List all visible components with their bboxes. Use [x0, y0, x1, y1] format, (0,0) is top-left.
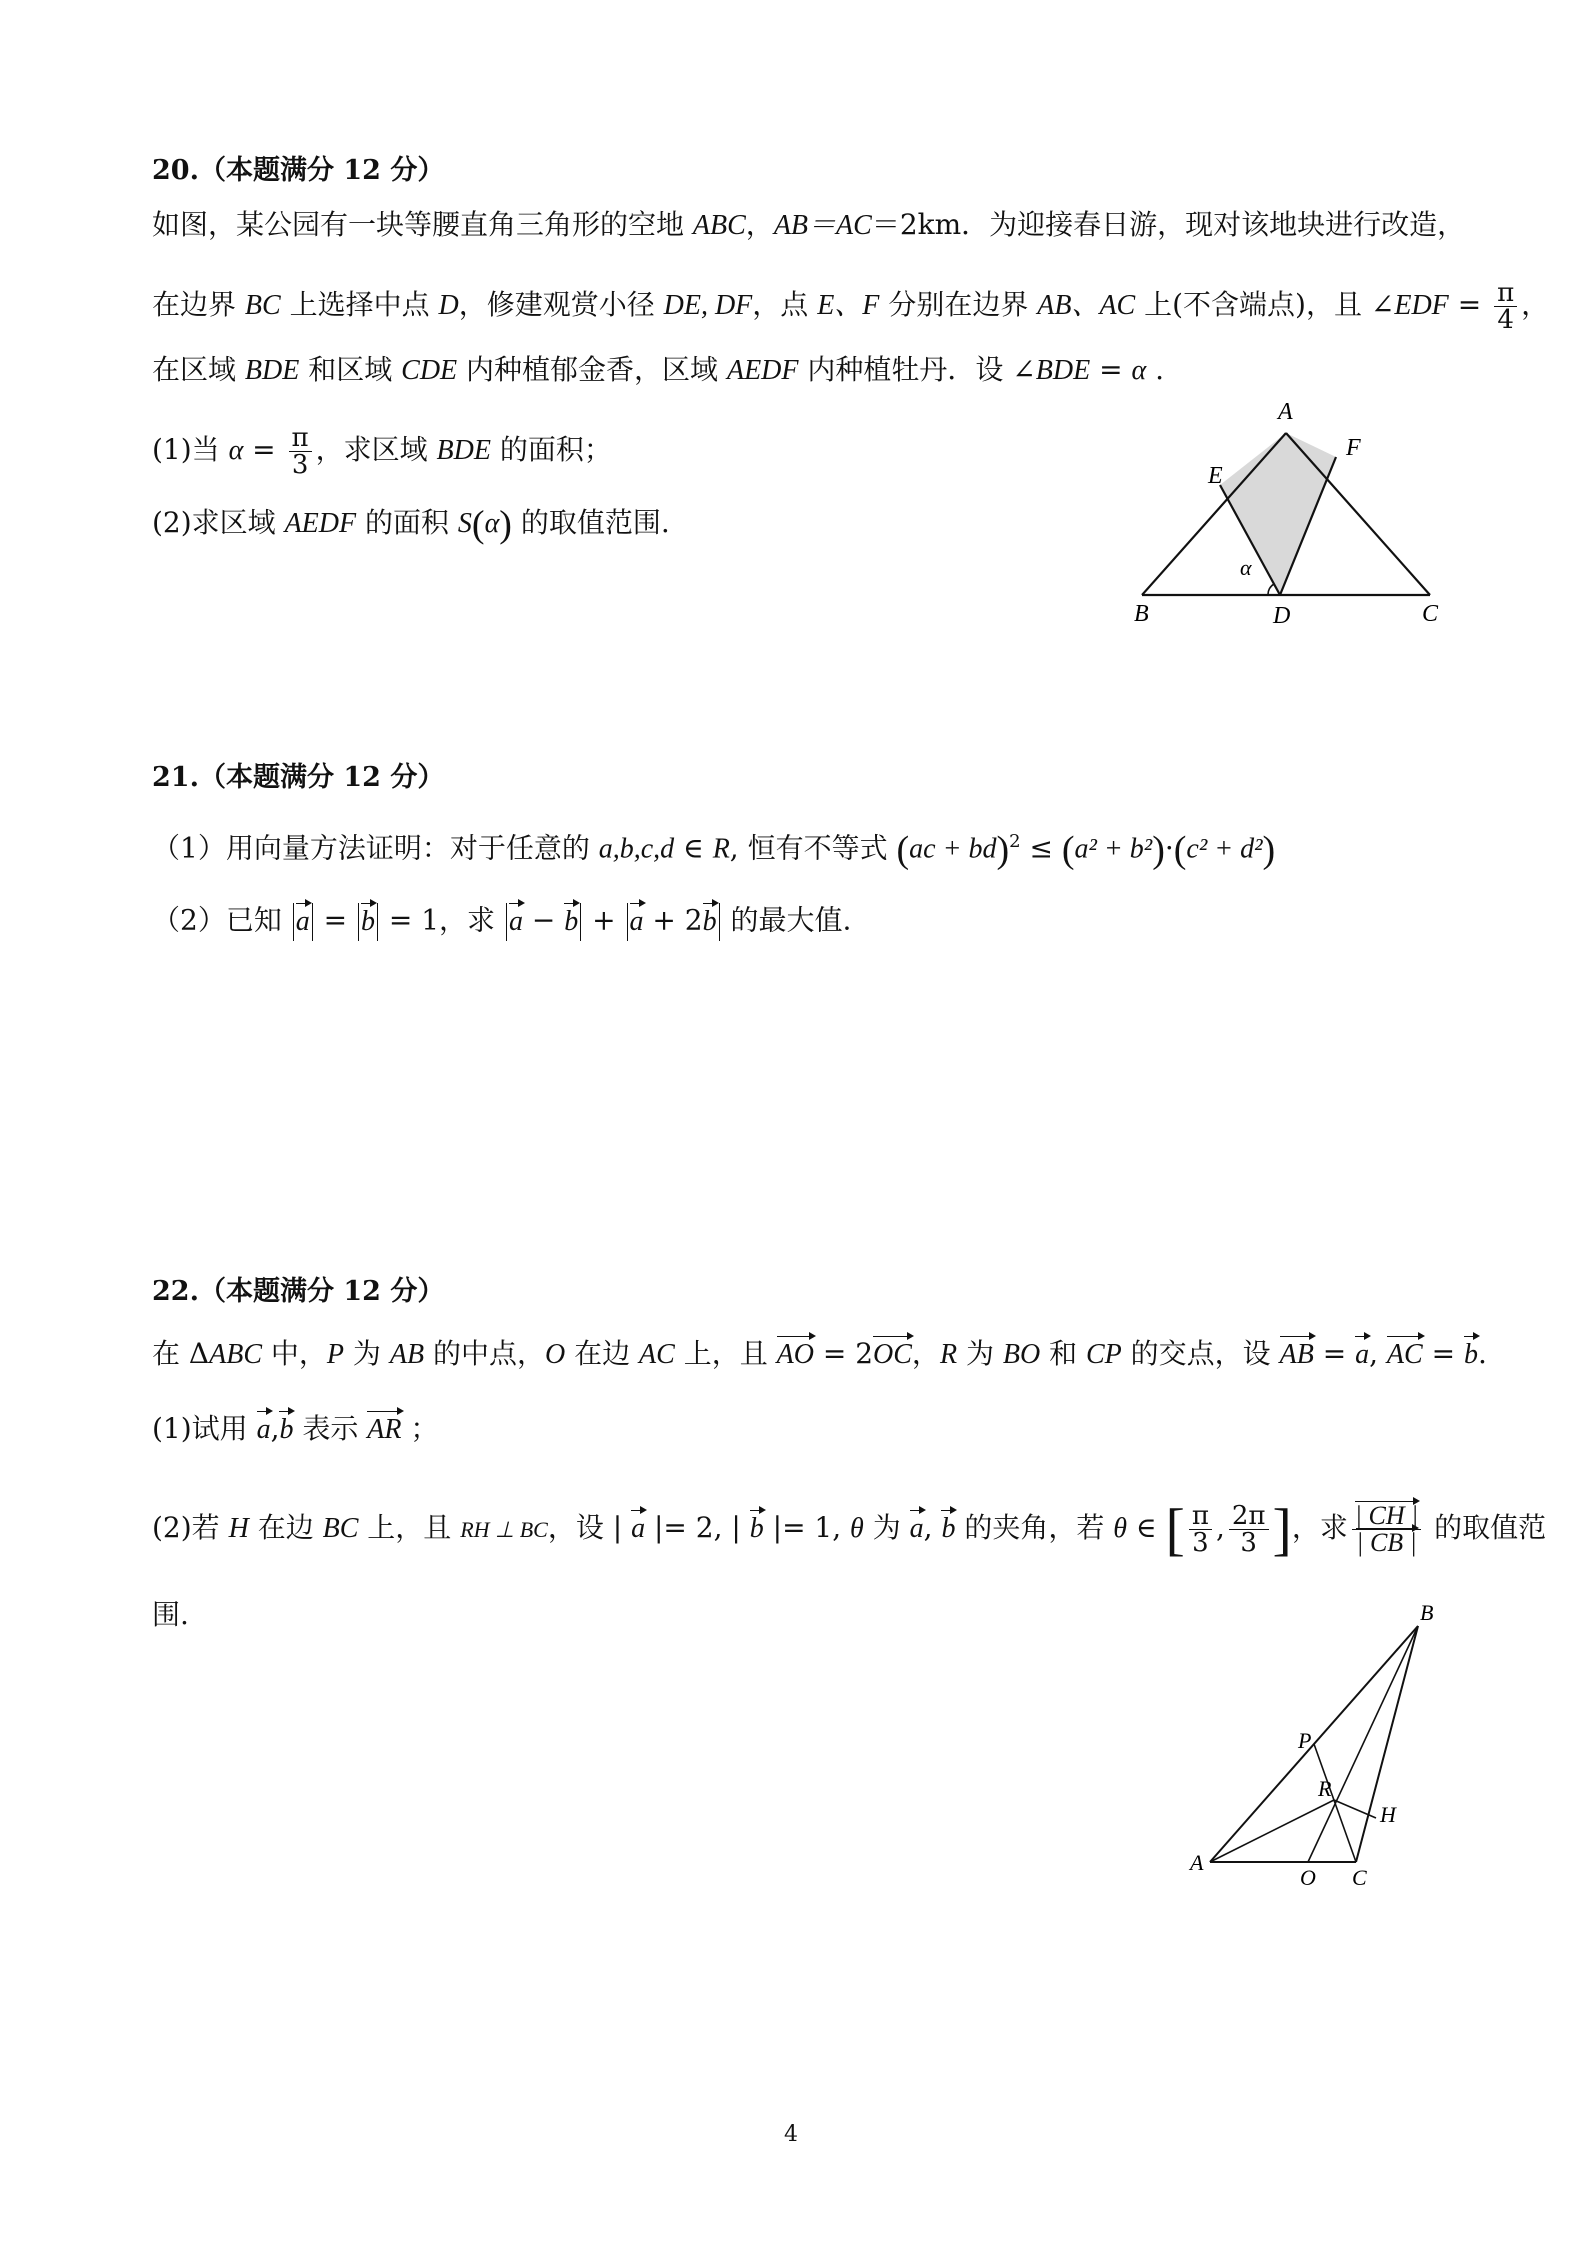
q22-label-o: O — [1300, 1865, 1316, 1890]
q22-fraction-ch-cb: $\frac{| CH |}{| CB |}$ — [1352, 1503, 1421, 1556]
q20-line-1: 如图，某公园有一块等腰直角三角形的空地 ABC，AB＝AC＝2km．为迎接春日游，现对该地块进行改造， — [152, 208, 1466, 241]
q22-label-a: A — [1190, 1850, 1204, 1875]
q20-label-d: D — [1273, 603, 1291, 629]
q20-fraction-pi-3: $\frac{\pi}{3}$ — [289, 425, 312, 478]
q22-header: 22.（本题满分 12 分） — [152, 1276, 445, 1307]
q22-label-r: R — [1318, 1776, 1332, 1801]
q20-line-3: 在区域 BDE 和区域 CDE 内种植郁金香，区域 AEDF 内种植牡丹．设 ∠BDE = α . — [152, 353, 1164, 386]
q20-label-f: F — [1346, 435, 1361, 461]
q22-segment-cp — [1314, 1744, 1356, 1862]
q22-label-h: H — [1380, 1802, 1396, 1827]
q20-label-b: B — [1134, 601, 1149, 627]
q22-segment-ar — [1210, 1800, 1334, 1862]
q22-fraction-2pi-3: $\frac{2\pi}{3}$ — [1229, 1503, 1269, 1556]
q20-angle-arc — [1268, 584, 1274, 595]
q22-line-3: 围. — [152, 1598, 189, 1631]
page-number: 4 — [784, 2122, 798, 2147]
q20-line-2: 在边界 BC 上选择中点 D，修建观赏小径 DE, DF，点 E、F 分别在边界 AB、AC 上(不含端点)，且 ∠EDF = $\frac{\pi}{4}$ ， — [152, 278, 1550, 335]
q22-part-2: (2)若 H 在边 BC 上，且 RH ⊥ BC，设 | a |= 2, | b |= 1, θ 为 a, b 的夹角，若 θ ∈ [ $\frac{\pi}{3}$ , $\frac{2\pi}{3}$ ]，求 $\frac{| CH |}{| CB |}$ 的取值范 — [152, 1496, 1547, 1562]
q22-label-p: P — [1298, 1728, 1312, 1753]
q22-line-1: 在 ΔABC 中，P 为 AB 的中点，O 在边 AC 上，且 AO = 2OC，R 为 BO 和 CP 的交点，设 AB = a, AC = b. — [152, 1337, 1487, 1370]
q20-label-e: E — [1208, 463, 1223, 489]
q20-label-c: C — [1422, 601, 1439, 627]
q21-part-2: （2）已知 a = b = 1，求 a − b + a + 2b 的最大值. — [152, 903, 851, 941]
q22-label-b: B — [1420, 1600, 1434, 1625]
q20-triangle-figure — [1120, 395, 1460, 635]
q20-shaded-region-aedf — [1220, 433, 1336, 595]
q21-header: 21.（本题满分 12 分） — [152, 762, 445, 793]
q22-label-c: C — [1352, 1865, 1367, 1890]
q22-triangle-figure — [1180, 1600, 1450, 1890]
q22-part-1: (1)试用 a,b 表示 AR ； — [152, 1412, 439, 1445]
q20-label-a: A — [1278, 399, 1293, 425]
q22-fraction-pi-3: $\frac{\pi}{3}$ — [1189, 1503, 1212, 1556]
q22-segment-bo — [1308, 1626, 1418, 1862]
q20-part-2: (2)求区域 AEDF 的面积 S(α) 的取值范围. — [152, 503, 670, 546]
q20-fraction-pi-4: $\frac{\pi}{4}$ — [1494, 280, 1517, 333]
q20-part-1: (1)当 α = $\frac{\pi}{3}$ ，求区域 BDE 的面积； — [152, 423, 612, 480]
q20-header: 20.（本题满分 12 分） — [152, 155, 445, 186]
q20-label-alpha: α — [1240, 555, 1252, 580]
q21-part-1: （1）用向量方法证明：对于任意的 a,b,c,d ∈ R, 恒有不等式 (ac + bd)$^2$ ≤ (a² + b²)·(c² + d²) — [152, 828, 1276, 871]
